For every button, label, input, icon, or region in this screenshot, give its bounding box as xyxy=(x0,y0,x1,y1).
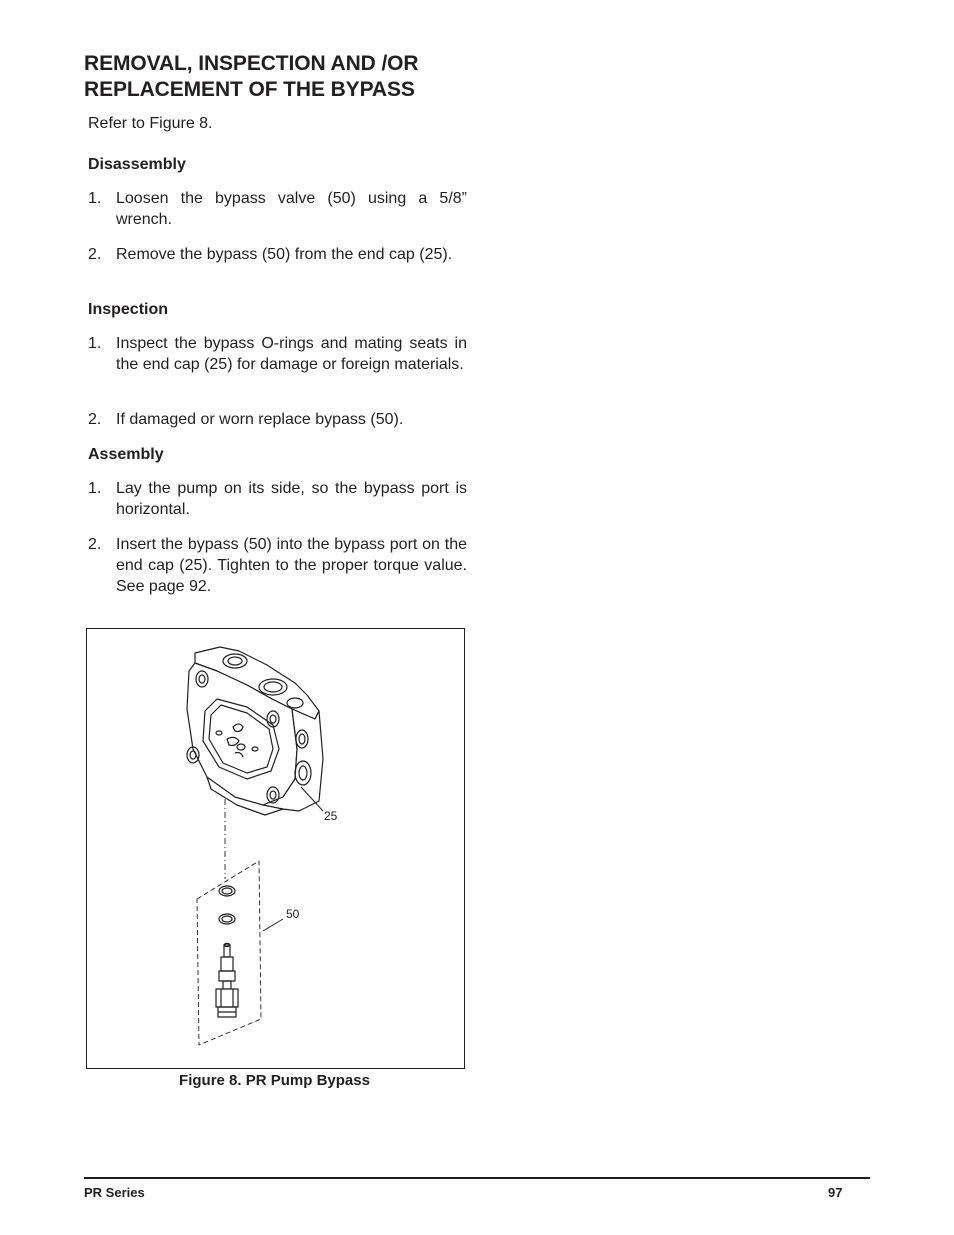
leader-line-50 xyxy=(263,919,283,931)
page-number: 97 xyxy=(828,1185,843,1200)
step-number: 1. xyxy=(88,335,102,352)
disassembly-heading: Disassembly xyxy=(88,156,186,173)
disassembly-step-1 xyxy=(88,188,467,230)
step-number: 2. xyxy=(88,536,102,553)
assembly-step-1 xyxy=(88,478,467,520)
inspection-step-2 xyxy=(88,409,467,430)
page-title xyxy=(84,51,504,103)
step-text: Insert the bypass (50) into the bypass port on the end cap (25). Tighten to the proper torque value. See page 92. xyxy=(116,536,467,595)
step-text: Loosen the bypass valve (50) using a 5/8” wrench. xyxy=(116,190,467,228)
title-line-2: REPLACEMENT OF THE BYPASS xyxy=(84,78,415,101)
assembly-heading: Assembly xyxy=(88,446,164,463)
step-text: If damaged or worn replace bypass (50). xyxy=(116,411,404,428)
figure-frame xyxy=(86,628,465,1069)
step-text: Remove the bypass (50) from the end cap (25). xyxy=(116,246,453,263)
pump-bypass-illustration xyxy=(87,629,464,1068)
inspection-heading: Inspection xyxy=(88,301,169,318)
footer-divider xyxy=(84,1177,870,1179)
step-number: 1. xyxy=(88,480,102,497)
footer-series: PR Series xyxy=(84,1185,145,1200)
assembly-step-2 xyxy=(88,534,467,597)
title-line-1: REMOVAL, INSPECTION AND /OR xyxy=(84,52,419,75)
callout-25: 25 xyxy=(324,809,338,823)
figure-caption: Figure 8. PR Pump Bypass xyxy=(179,1072,370,1089)
end-cap-drawing xyxy=(187,647,323,815)
step-number: 2. xyxy=(88,411,102,428)
callout-50: 50 xyxy=(286,907,300,921)
bypass-valve-drawing xyxy=(216,886,238,1017)
step-text: Lay the pump on its side, so the bypass port is horizontal. xyxy=(116,480,467,518)
step-number: 2. xyxy=(88,246,102,263)
inspection-step-1 xyxy=(88,333,467,375)
disassembly-step-2 xyxy=(88,244,467,265)
step-text: Inspect the bypass O-rings and mating seats in the end cap (25) for damage or foreign materials. xyxy=(116,335,467,373)
step-number: 1. xyxy=(88,190,102,207)
intro-text: Refer to Figure 8. xyxy=(88,115,213,132)
